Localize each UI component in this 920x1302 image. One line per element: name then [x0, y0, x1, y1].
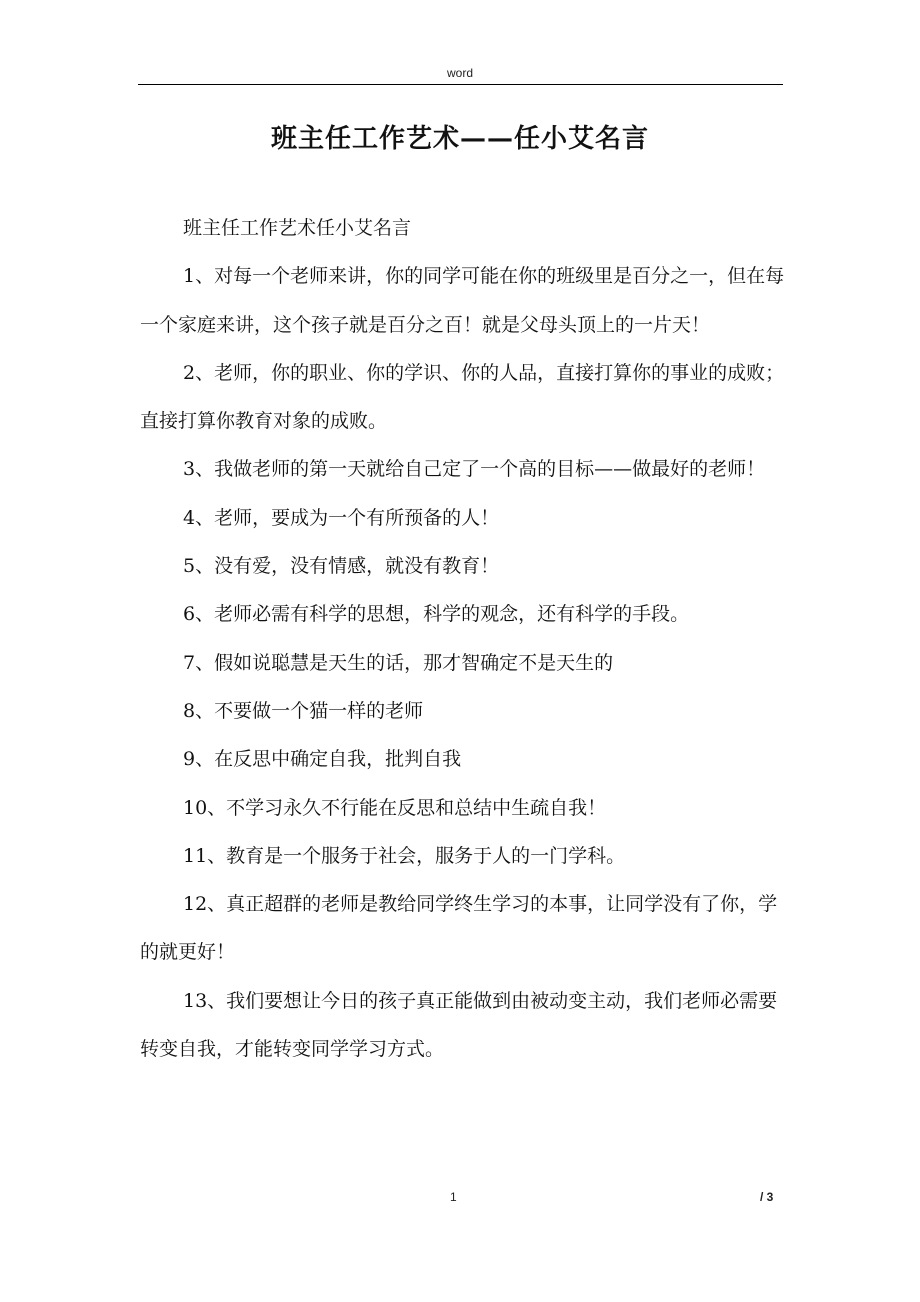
paragraph-quote-11: 11、教育是一个服务于社会，服务于人的一门学科。 — [183, 844, 626, 867]
paragraph-quote-6: 6、老师必需有科学的思想，科学的观念，还有科学的手段。 — [183, 603, 690, 626]
page-number: 1 — [450, 1190, 457, 1204]
header-label: word — [446, 66, 473, 80]
paragraph-quote-4: 4、老师，要成为一个有所预备的人！ — [183, 506, 500, 529]
paragraph-quote-7: 7、假如说聪慧是天生的话，那才智确定不是天生的 — [183, 651, 614, 674]
paragraph-quote-9: 9、在反思中确定自我，批判自我 — [183, 748, 462, 771]
paragraph-subtitle: 班主任工作艺术任小艾名言 — [183, 217, 412, 239]
page-total: / 3 — [760, 1190, 774, 1204]
paragraph-quote-1: 1、对每一个老师来讲，你的同学可能在你的班级里是百分之一，但在每一个家庭来讲，这个孩子就是百分之百！就是父母头顶上的一片天！ — [140, 265, 785, 336]
paragraph-quote-2: 2、老师，你的职业、你的学识、你的人品，直接打算你的事业的成败；直接打算你教育对象的成败。 — [140, 361, 785, 433]
paragraph-quote-12: 12、真正超群的老师是教给同学终生学习的本事，让同学没有了你，学的就更好！ — [140, 893, 778, 964]
header-divider — [138, 84, 783, 85]
paragraph-quote-13: 13、我们要想让今日的孩子真正能做到由被动变主动，我们老师必需要转变自我，才能转变同学学习方式。 — [140, 989, 778, 1061]
document-title: 班主任工作艺术——任小艾名言 — [270, 124, 649, 154]
paragraph-quote-10: 10、不学习永久不行能在反思和总结中生疏自我！ — [183, 796, 607, 819]
paragraph-quote-3: 3、我做老师的第一天就给自己定了一个高的目标——做最好的老师！ — [183, 458, 766, 481]
paragraph-quote-8: 8、不要做一个猫一样的老师 — [183, 699, 424, 722]
document-body — [140, 204, 790, 1073]
paragraph-quote-5: 5、没有爱，没有情感，就没有教育！ — [183, 555, 500, 578]
